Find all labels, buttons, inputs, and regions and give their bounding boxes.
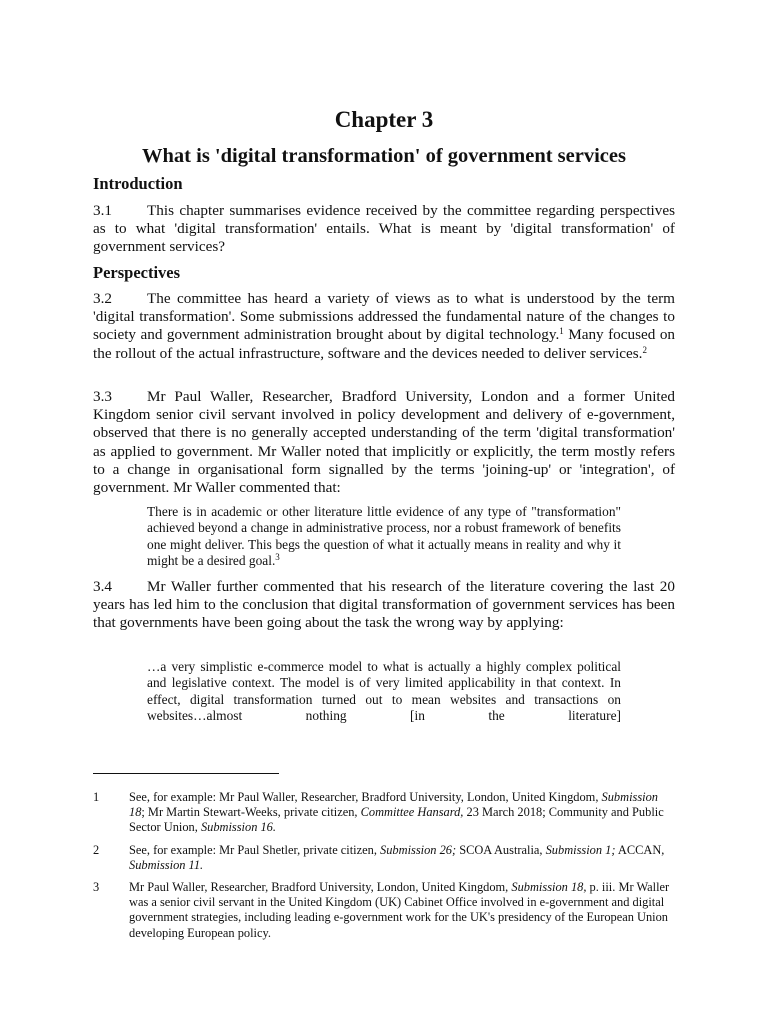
paragraph-number: 3.4	[93, 578, 112, 595]
quote-text: …a very simplistic e-commerce model to what is actually a highly complex political and legislative context. The model is of very limited applicability in that context. In effect, digital transformation turned out to mean websites and transactions on websites…almost nothing [in the literature]	[147, 659, 621, 723]
paragraph-3-2	[93, 290, 675, 363]
footnote-text: See, for example: Mr Paul Waller, Researcher, Bradford University, London, United Kingdom, Submission 18; Mr Martin Stewart-Weeks, private citizen, Committee Hansard, 23 March 2018; Community and Public Sector Union, Submission 16.	[129, 790, 664, 835]
section-heading-perspectives: Perspectives	[93, 263, 181, 282]
section-heading-introduction: Introduction	[93, 174, 183, 193]
block-quote-1	[147, 504, 621, 569]
footnote-number: 3	[93, 880, 100, 894]
chapter-title: Chapter 3	[334, 107, 434, 132]
paragraph-text: The committee has heard a variety of views as to what is understood by the term 'digital transformation'. Some submissions addressed the fundamental nature of the changes to society and government administration brought about by digital technology.	[93, 290, 675, 344]
footnote-1	[93, 790, 675, 836]
paragraph-3-1	[93, 202, 675, 257]
footnote-number: 1	[93, 790, 100, 804]
block-quote-2	[147, 659, 621, 724]
paragraph-number: 3.3	[93, 388, 112, 405]
chapter-subtitle: What is 'digital transformation' of government services	[142, 145, 626, 167]
paragraph-text: This chapter summarises evidence received by the committee regarding perspectives as to what 'digital transformation' entails. What is meant by 'digital transformation' of government services?	[93, 202, 675, 256]
quote-text: There is in academic or other literature little evidence of any type of "transformation" achieved beyond a change in administrative process, nor a robust framework of benefits one might deliver. This begs the question of what it actually means in reality and why it might be a desired goal.	[147, 504, 621, 568]
footnote-separator	[93, 773, 279, 774]
paragraph-number: 3.2	[93, 290, 112, 307]
footnote-ref[interactable]: 2	[642, 344, 647, 355]
paragraph-number: 3.1	[93, 202, 112, 219]
footnote-text: Mr Paul Waller, Researcher, Bradford University, London, United Kingdom, Submission 18, p. iii. Mr Waller was a senior civil servant in the United Kingdom (UK) Cabinet Office involved in e-government and digital government strategies, including leading e-government work for the UK's presidency of the European Union developing European policy.	[129, 880, 670, 940]
paragraph-text: Mr Waller further commented that his research of the literature covering the last 20 years has led him to the conclusion that digital transformation of government services has been that governments have been going about the task the wrong way by applying:	[93, 578, 675, 632]
footnote-3	[93, 880, 675, 941]
paragraph-3-3	[93, 388, 675, 497]
footnote-ref[interactable]: 1	[559, 326, 564, 337]
footnote-2	[93, 843, 675, 873]
footnote-number: 2	[93, 843, 100, 857]
paragraph-3-4	[93, 578, 675, 633]
paragraph-text: Mr Paul Waller, Researcher, Bradford University, London and a former United Kingdom senior civil servant involved in policy development and delivery of e-government, observed that there is no generally accepted understanding of the term 'digital transformation' as applied to government. Mr Waller noted that implicitly or explicitly, the term mostly refers to a change in organisational form signalled by the terms 'joining-up' or 'integration', of government. Mr Waller commented that:	[93, 388, 675, 497]
paragraph-text: Many focused on the rollout of the actual infrastructure, software and the devices needed to deliver services.	[93, 326, 676, 362]
footnote-text: See, for example: Mr Paul Shetler, private citizen, Submission 26; SCOA Australia, Submission 1; ACCAN, Submission 11.	[129, 843, 665, 873]
footnote-ref[interactable]: 3	[275, 551, 280, 562]
